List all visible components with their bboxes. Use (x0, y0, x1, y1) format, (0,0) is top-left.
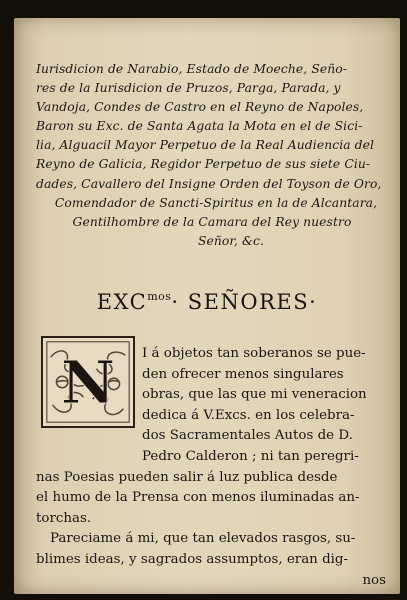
body-line: dos Sacramentales Autos de D. (142, 428, 353, 444)
body-text (36, 344, 390, 591)
dedication-line: Baron su Exc. de Santa Agata la Mota en el de Sici- (36, 119, 363, 134)
body-line: dedica á V.Excs. en los celebra- (142, 407, 355, 423)
body-line: nas Poesias pueden salir á luz publica desde (36, 469, 338, 485)
body-line: I á objetos tan soberanos se pue- (142, 346, 366, 361)
body-line: Pareciame á mi, que tan elevados rasgos, su- (50, 531, 356, 547)
dedication-line: Iurisdicion de Narabio, Estado de Moeche, Seño- (36, 62, 347, 76)
heading-prefix: EXC (96, 290, 148, 314)
drop-cap-letter: N (60, 347, 116, 418)
dedication-line: res de la Iurisdicion de Pruzos, Parga, Parada, y (36, 81, 341, 96)
section-heading (14, 290, 400, 314)
dedication-line: Vandoja, Condes de Castro en el Reyno de Napoles, (36, 100, 364, 115)
heading-superscript: mos (147, 290, 172, 303)
dedication-line: Gentilhombre de la Camara del Rey nuestro (72, 214, 352, 229)
catchword: nos (362, 572, 386, 588)
book-page (14, 18, 400, 594)
body-line: blimes ideas, y sagrados assumptos, eran dig- (36, 551, 349, 567)
dedication-line: dades, Cavallero del Insigne Orden del Toyson de Oro, (36, 176, 382, 191)
dedication-line: Señor, &c. (197, 233, 265, 248)
heading-rest: · SEÑORES· (171, 290, 318, 314)
dedication-line: Comendador de Sancti-Spiritus en la de Alcantara, (54, 195, 378, 210)
dedication-titles (36, 60, 388, 251)
body-line: den ofrecer menos singulares (142, 366, 344, 382)
body-line: el humo de la Prensa con menos iluminadas an- (36, 490, 360, 506)
body-line: obras, que las que mi veneracion (142, 387, 367, 403)
body-line: Pedro Calderon ; ni tan peregri- (142, 448, 359, 464)
dedication-line: Reyno de Galicia, Regidor Perpetuo de sus siete Ciu- (36, 157, 371, 172)
dedication-line: lia, Alguacil Mayor Perpetuo de la Real Audiencia del (36, 138, 375, 153)
body-line: torchas. (36, 510, 92, 526)
